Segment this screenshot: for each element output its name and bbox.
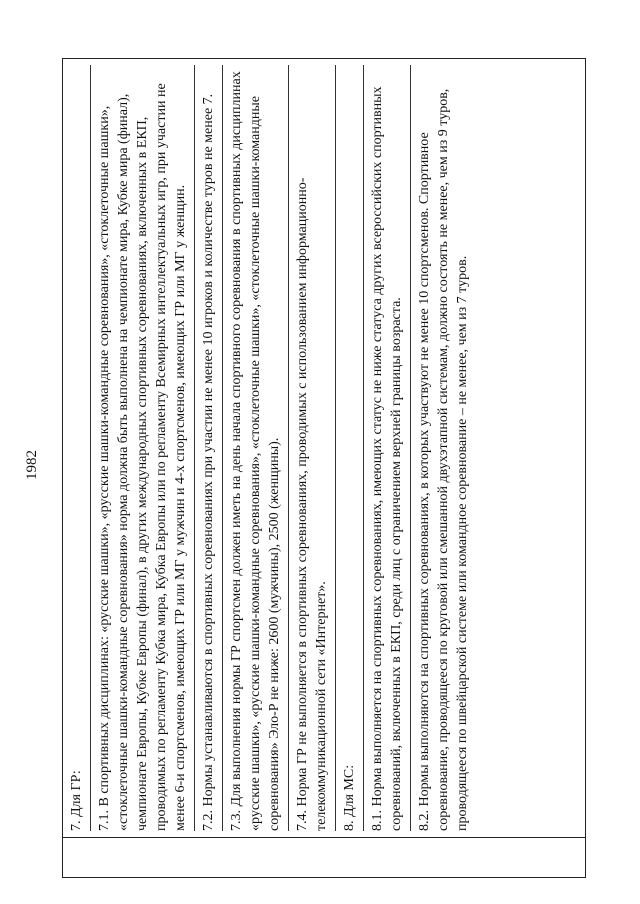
norms-table [62,58,586,878]
page-number: 1982 [24,450,40,480]
paragraph-8-1: 8.1. Норма выполняется на спортивных соревнованиях, имеющих статус не ниже статуса других всероссийских спортивных соревнований, включенных в ЕКП, среди лиц с ограничением верхней границы возраста. [364,65,411,831]
paragraph-7-4: 7.4. Норма ГР не выполняется в спортивных соревнованиях, проводимых с использованием информационно-телекоммуникационной сети «Интернет». [289,65,336,831]
rotated-page [12,38,612,878]
table-left-column [63,837,585,877]
paragraph-7-3: 7.3. Для выполнения нормы ГР спортсмен должен иметь на день начала спортивного соревнования в спортивных дисциплинах «русские шашки», «русские шашки-командные соревнования», «стоклеточные шашки», «стоклеточные шашки-командные соревнования» Эло-Р не ниже: 2600 (мужчины), 2500 (женщины). [223,65,289,831]
section-heading-ms: 8. Для МС: [336,65,364,831]
section-heading-gr: 7. Для ГР: [63,65,91,831]
paragraph-7-1: 7.1. В спортивных дисциплинах: «русские шашки», «русские шашки-командные соревнования», «стоклеточные шашки», «стоклеточные шашки-командные соревнования» норма должна быть выполнена на чемпионате мира, Кубке мира (финал), чемпионате Европы, Кубке Европы (финал), в других международных спортивных соревнованиях, включенных в ЕКП, проводимых по регламенту Кубка мира, Кубка Европы или по регламенту Всемирных интеллектуальных игр, при участии не менее 6-и спортсменов, имеющих ГР или МГ у мужчин и 4-х спортсменов, имеющих ГР или МГ у женщин. [91,65,195,831]
paragraph-7-2: 7.2. Нормы устанавливаются в спортивных соревнованиях при участии не менее 10 игроков и количестве туров не менее 7. [195,65,223,831]
paragraph-8-2: 8.2. Нормы выполняются на спортивных соревнованиях, в которых участвуют не менее 10 спортсменов. Спортивное соревнование, проводящееся по круговой или смешанной двухэтапной системам, должно состоять не менее, чем из 9 туров, проводящееся по швейцарской системе или командное соревнование – не менее, чем из 7 туров. [417,88,470,831]
table-right-column [63,59,585,837]
